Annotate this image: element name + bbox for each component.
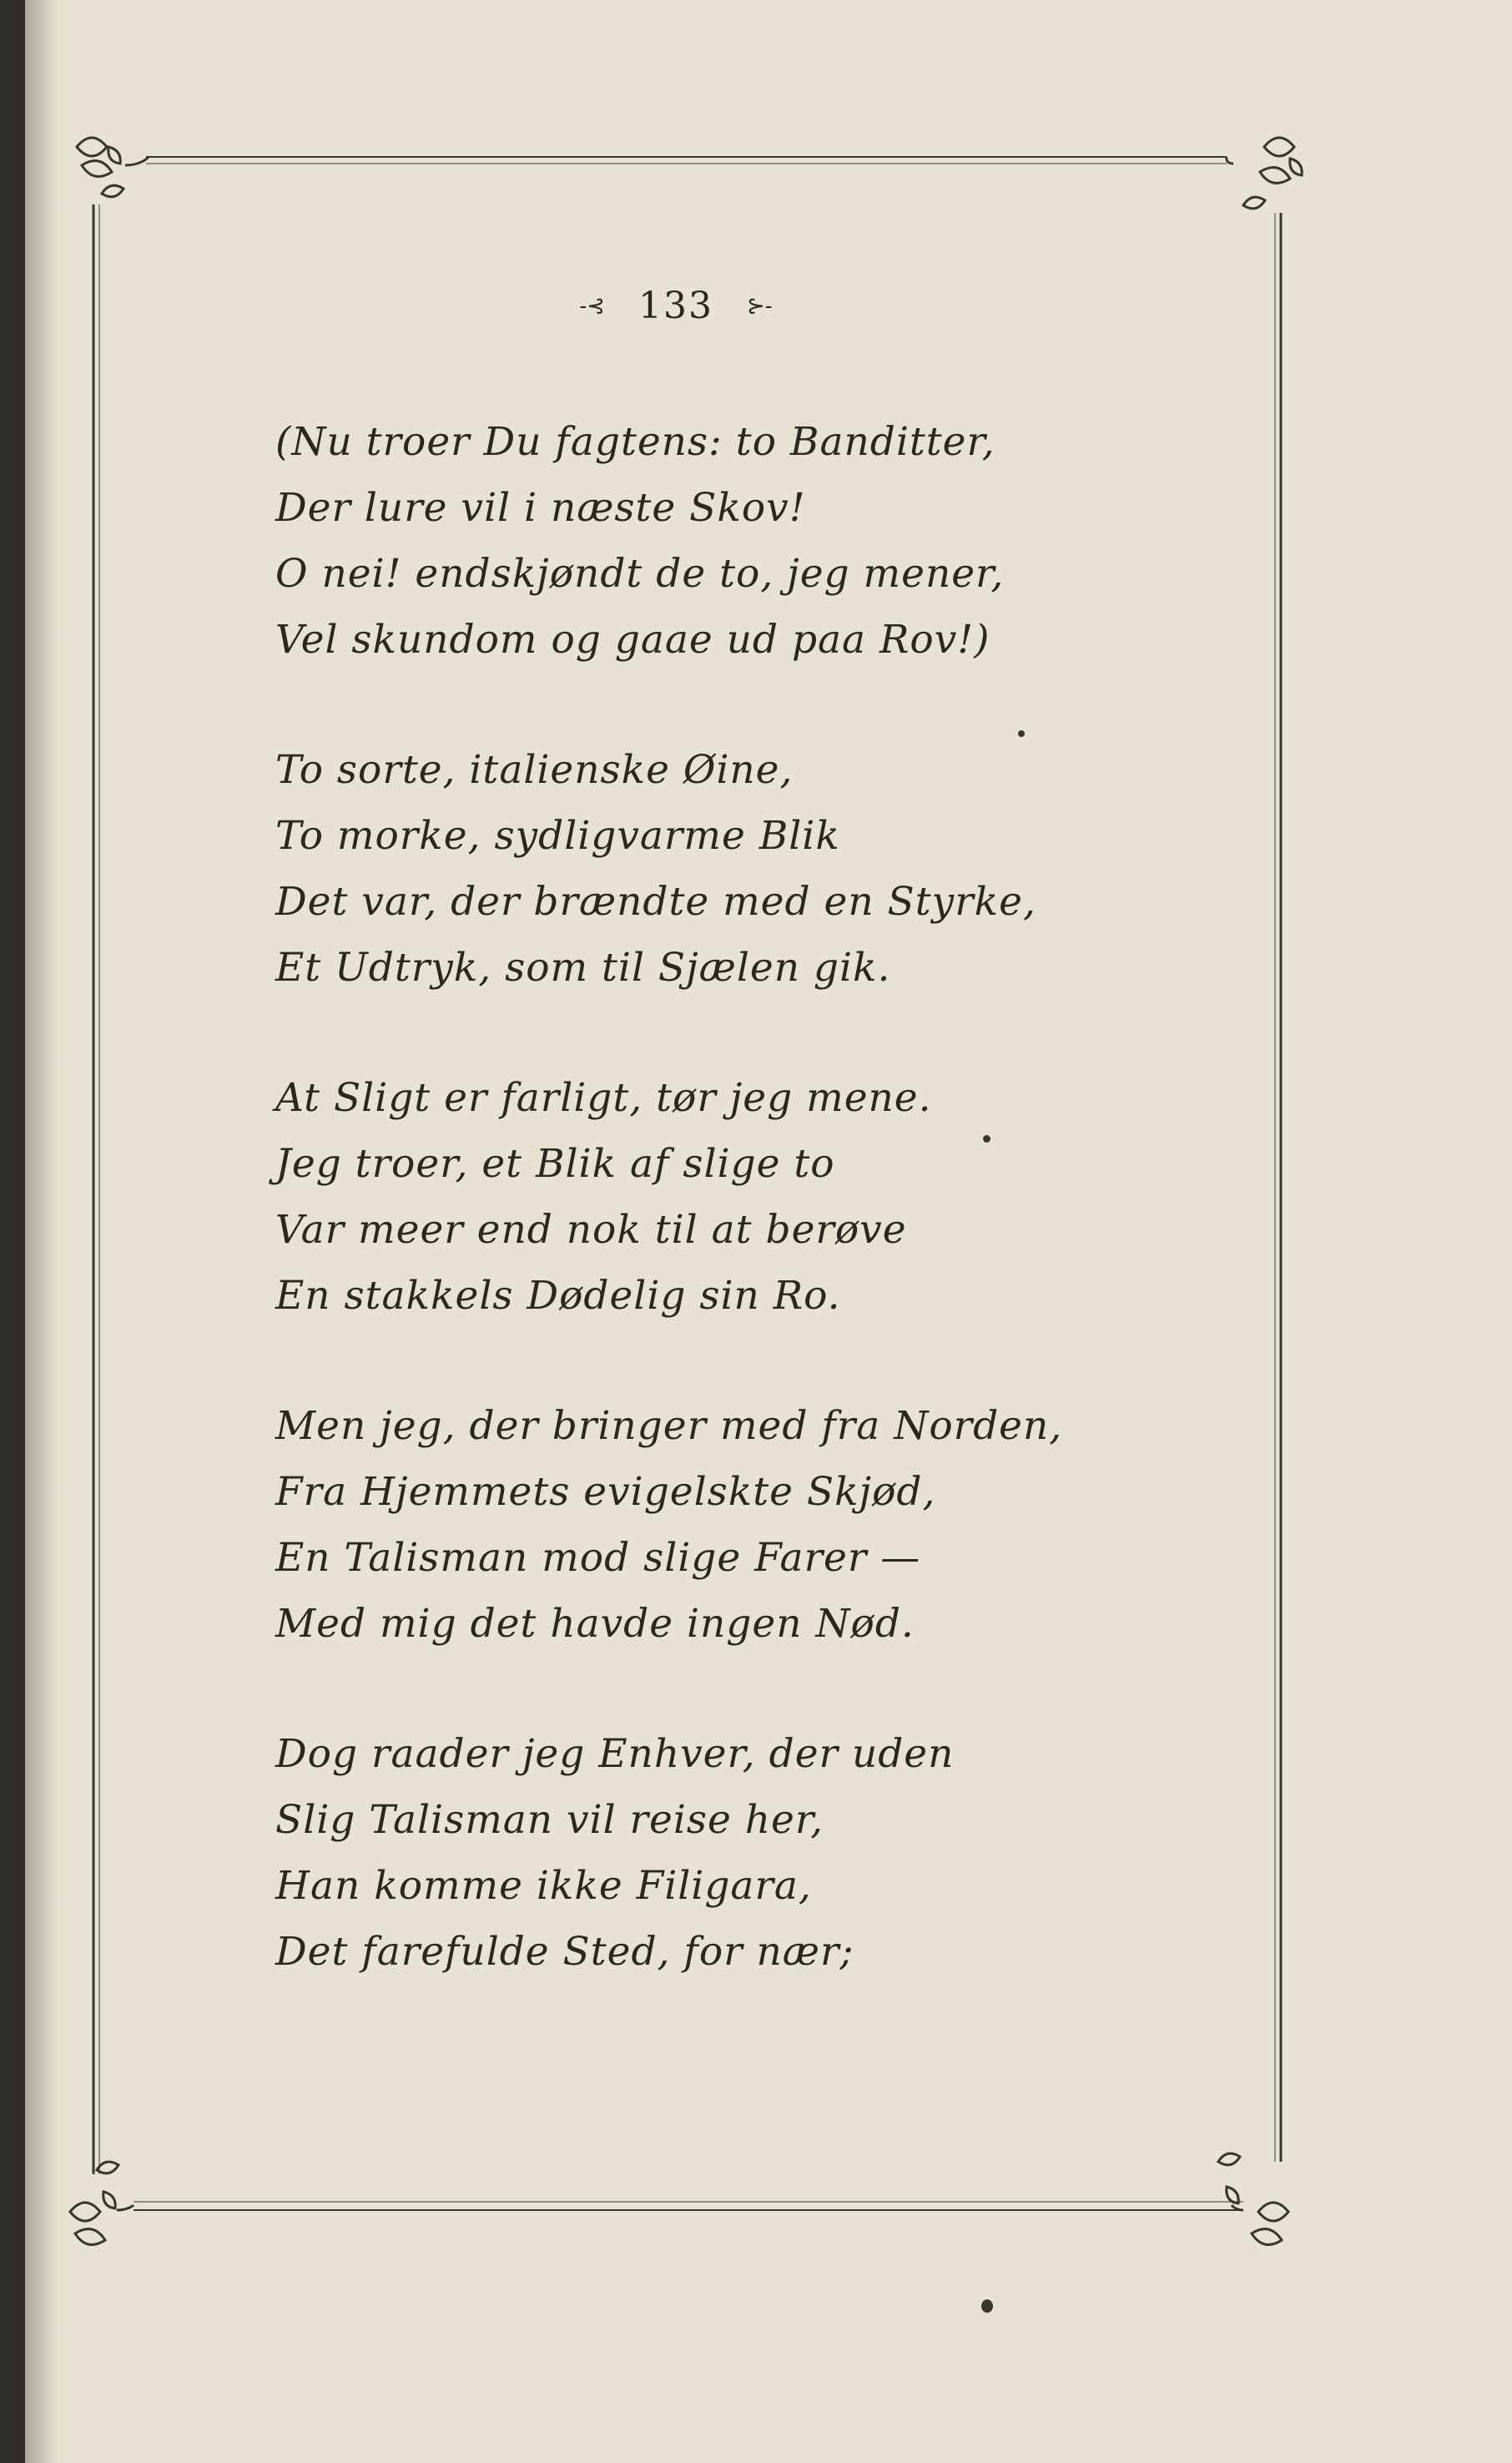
ink-speck bbox=[981, 2299, 993, 2313]
corner-ornament-top-right bbox=[1227, 138, 1302, 209]
poem-line: En Talisman mod slige Farer — bbox=[275, 1535, 921, 1581]
ink-speck bbox=[983, 1135, 990, 1143]
poem-line: To morke, sydligvarme Blik bbox=[275, 813, 840, 859]
poem-line: Dog raader jeg Enhver, der uden bbox=[275, 1731, 955, 1777]
poem-line: Slig Talisman vil reise her, bbox=[275, 1797, 824, 1843]
stanza-2 bbox=[275, 737, 1277, 1001]
corner-ornament-top-left bbox=[77, 138, 149, 197]
header-ornament-left: -⊰ bbox=[579, 293, 605, 319]
poem-line: Et Udtryk, som til Sjælen gik. bbox=[275, 945, 891, 991]
poem-line: Vel skundom og gaae ud paa Rov!) bbox=[275, 617, 990, 663]
poem-line: Der lure vil i næste Skov! bbox=[275, 485, 806, 531]
stanza-4 bbox=[275, 1393, 1277, 1657]
poem-line: Fra Hjemmets evigelskte Skjød, bbox=[275, 1469, 936, 1515]
poem-line: Jeg troer, et Blik af slige to bbox=[275, 1141, 835, 1187]
poem-line: (Nu troer Du fagtens: to Banditter, bbox=[275, 419, 995, 465]
corner-ornament-bottom-right bbox=[1218, 2153, 1288, 2244]
page-number: 133 bbox=[638, 285, 713, 327]
stanza-3 bbox=[275, 1065, 1277, 1329]
poem-line: Det var, der brændte med en Styrke, bbox=[275, 879, 1036, 925]
stanza-1 bbox=[275, 409, 1277, 673]
poem-line: En stakkels Dødelig sin Ro. bbox=[275, 1273, 841, 1319]
header-ornament-right: ⊱- bbox=[746, 293, 773, 319]
poem-line: To sorte, italienske Øine, bbox=[275, 747, 794, 793]
ink-speck bbox=[1018, 730, 1025, 737]
corner-ornament-bottom-left bbox=[70, 2162, 134, 2244]
poem-line: Med mig det havde ingen Nød. bbox=[275, 1601, 915, 1647]
poem-line: Det farefulde Sted, for nær; bbox=[275, 1929, 854, 1975]
poem-line: At Sligt er farligt, tør jeg mene. bbox=[275, 1075, 932, 1121]
poem-body bbox=[275, 409, 1277, 2049]
page-number-header bbox=[542, 282, 809, 327]
poem-line: Var meer end nok til at berøve bbox=[275, 1207, 907, 1253]
poem-line: Han komme ikke Filigara, bbox=[275, 1863, 812, 1909]
poem-line: O nei! endskjøndt de to, jeg mener, bbox=[275, 551, 1005, 597]
stanza-5 bbox=[275, 1721, 1277, 1985]
poem-line: Men jeg, der bringer med fra Norden, bbox=[275, 1403, 1063, 1449]
